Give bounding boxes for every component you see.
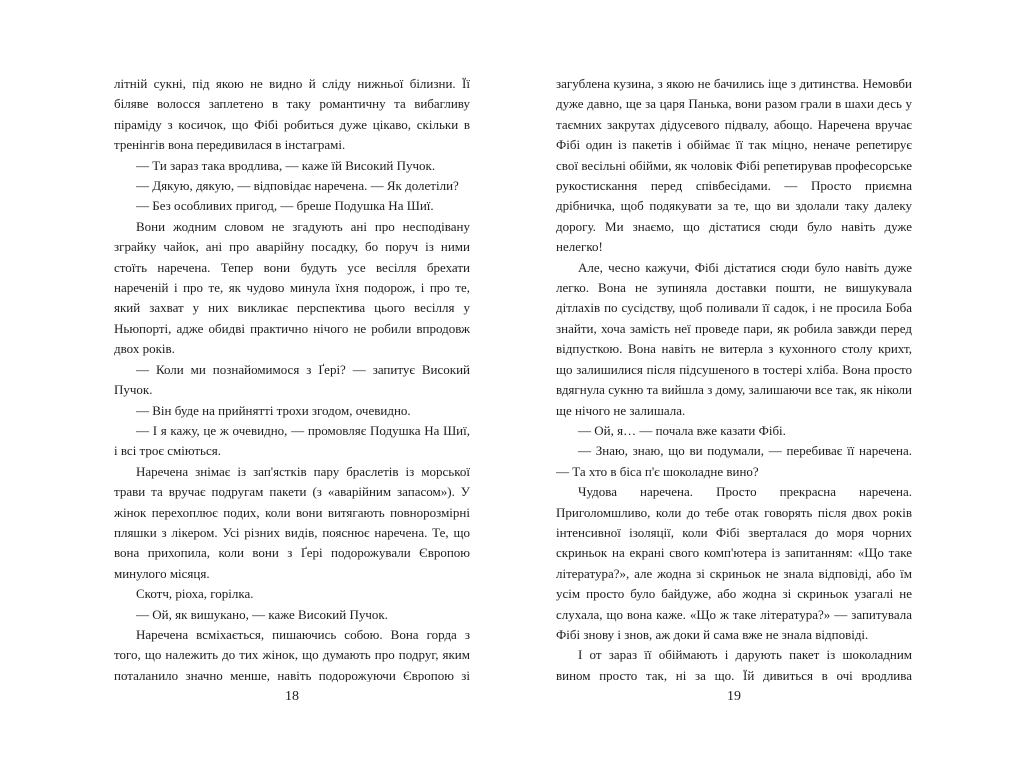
paragraph: — Він буде на прийнятті трохи згодом, очевидно.: [136, 402, 411, 418]
paragraph: — Ти зараз така вродлива, — каже їй Високий Пучок.: [136, 157, 436, 173]
paragraph: Чудова наречена. Просто прекрасна наречена. Приголомшливо, коли до тебе отак говорять після двох років інтенсивної ізоляції, коли Фібі зверталася до моря чорних скриньок на екрані свого комп'ютера із запитанням: «Що таке література?», але жодна зі скриньок не знала відповіді, або їм усім просто було байдуже, або жодна зі скриньок узагалі не слухала, що вона каже. «Що ж таке література?» — запитувала Фібі знову і знов, аж доки й сама вже не знала відповіді.: [556, 484, 912, 642]
right-page: [556, 74, 912, 704]
right-page-text: [556, 74, 912, 682]
paragraph: Скотч, ріоха, горілка.: [136, 586, 254, 602]
paragraph: — Знаю, знаю, що ви подумали, — перебиває її наречена. — Та хто в біса п'є шоколадне вино?: [556, 443, 912, 479]
left-page-text: [114, 74, 470, 682]
paragraph: Але, чесно кажучи, Фібі дістатися сюди було навіть дуже легко. Вона не зупиняла доставки пошти, не вишукувала дітлахів по сусідству, щоб поливали її садок, і не просила Боба знайти, хоча замість неї проведе пари, як робила завжди перед відпусткою. Вона навіть не витерла з кухонного столу крихт, що залишилися після підсушеного в тостері хліба. Вона просто вдягнула сукню та вийшла з дому, залишаючи все так, як ніколи ще нічого не залишала.: [556, 259, 912, 418]
paragraph: — Без особливих пригод, — бреше Подушка На Шиї.: [136, 198, 434, 214]
paragraph: — І я кажу, це ж очевидно, — промовляє Подушка На Шиї, і всі троє сміються.: [114, 422, 470, 459]
paragraph: загублена кузина, з якою не бачились іще з дитинства. Немовби дуже давно, ще за царя Панька, вони разом грали в шахи десь у таємних закрутах дідусевого підвалу, абощо. Наречена вручає Фібі один із пакетів і обіймає її так міцно, неначе репетирує свої весільні обійми, як чоловік Фібі репетирував професорське рукостискання перед співбесідами. — Просто приємна дрібничка, щоб подякувати за те, що ви здолали таку далеку дорогу. Ми знаємо, що дістатися сюди було навіть дуже нелегко!: [556, 76, 912, 255]
paragraph: — Ой, як вишукано, — каже Високий Пучок.: [136, 606, 388, 622]
paragraph: — Коли ми познайомимося з Ґері? — запитує Високий Пучок.: [114, 361, 470, 398]
paragraph: Наречена знімає із зап'ястків пару браслетів із морської трави та вручає подругам пакети (з «аварійним запасом»). У жінок перехоплює подих, коли вони витягають повнорозмірні пляшки з лікером. Усі різних видів, пояснює наречена. Те, що вона прихопила, коли вони з Ґері подорожували Європою минулого місяця.: [114, 463, 470, 581]
page-number-left: 18: [285, 689, 299, 704]
paragraph: літній сукні, під якою не видно й сліду нижньої білизни. Її біляве волосся заплетено в таку романтичну та вибагливу піраміду з косичок, що Фібі робиться дуже цікаво, скільки в тренінгів вона передивилася в інстаграмі.: [114, 76, 470, 153]
paragraph: Наречена всміхається, пишаючись собою. Вона горда з того, що належить до тих жінок, що думають про подруг, яким поталанило значно менше, навіть подорожуючи Європою зі: [114, 626, 470, 682]
paragraph: — Дякую, дякую, — відповідає наречена. — Як долетіли?: [136, 178, 459, 194]
left-page: [114, 74, 470, 704]
paragraph: Вони жодним словом не згадують ані про несподівану зграйку чайок, ані про аварійну посадку, бо поруч із ними стоїть наречена. Тепер вони будуть усе весілля брехати нареченій і про те, як чудово минула їхня подорож, і про те, який захват у них викликає перспектива цього весілля у Ньюпорті, адже обидві практично нічого не робили впродовж двох років.: [114, 218, 470, 357]
paragraph: І от зараз її обіймають і дарують пакет із шоколадним вином просто так, ні за що. Їй дивиться в очі вродлива: [556, 647, 912, 682]
paragraph: — Ой, я… — почала вже казати Фібі.: [578, 422, 786, 438]
page-number-right: 19: [727, 689, 741, 704]
